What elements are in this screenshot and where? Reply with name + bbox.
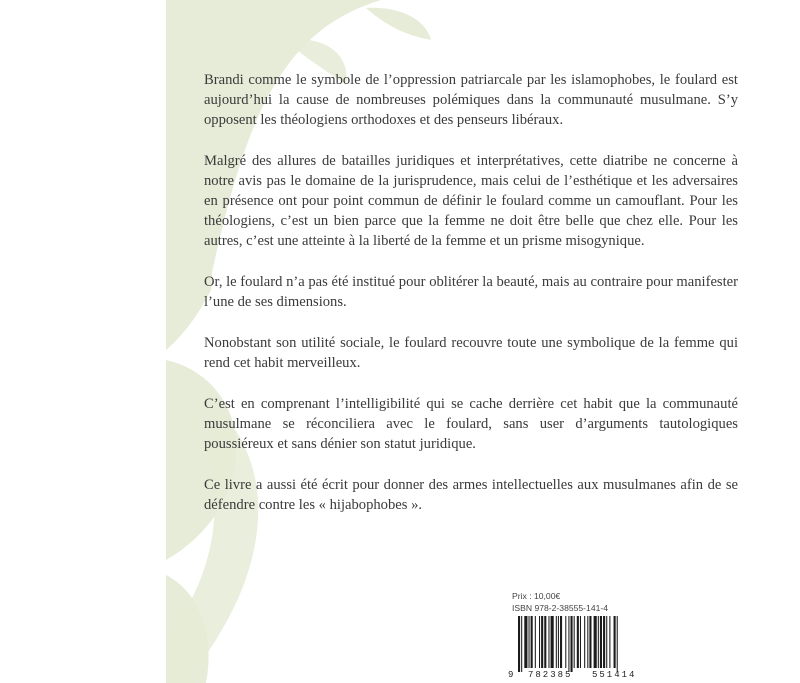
barcode-bar [580,616,581,668]
barcode-bar [609,616,610,668]
barcode-bar [568,616,569,672]
barcode-bar [594,616,597,668]
barcode-bar [574,616,575,668]
barcode-bar [614,616,616,668]
barcode-bar [606,616,607,668]
barcode-bar [521,616,522,672]
barcode-right-group: 551414 [592,670,637,680]
barcode-bar [556,616,557,668]
barcode-bar [571,616,573,672]
barcode-bar [544,616,546,668]
barcode-bar [589,616,591,668]
blurb-paragraph: Or, le foulard n’a pas été institué pour oblitérer la beauté, mais au contraire pour manifester l’une de ses dimensions. [204,274,738,310]
barcode-bar [539,616,540,668]
barcode-bar [565,616,566,668]
blurb-paragraph: Ce livre a aussi été écrit pour donner des armes intellectuelles aux musulmanes afin de se défendre contre les « hijabophobes ». [204,477,738,513]
barcode-bar [529,616,530,668]
barcode-bar [600,616,602,668]
barcode-bar [518,616,520,672]
blurb-paragraph: Brandi comme le symbole de l’oppression patriarcale par les islamophobes, le foulard est aujourd’hui la cause de nombreuses polémiques dans la communauté musulmane. S’y opposent les théologiens orthodoxes et des penseurs libéraux. [204,72,738,128]
barcode-bar [598,616,599,668]
barcode-bar [617,616,618,672]
price-isbn-block [512,590,672,614]
barcode-bar [541,616,543,668]
barcode-bars [508,616,658,672]
price-label: Prix : 10,00€ [512,591,561,601]
barcode-bar [584,616,585,668]
blurb-paragraph: C’est en comprenant l’intelligibilité qui se cache derrière cet habit que la communauté musulmane se réconciliera avec le foulard, sans user d’arguments tautologiques poussiéreux et sans dénier son statut juridique. [204,396,738,452]
book-back-cover [166,0,750,683]
barcode-bar [603,616,605,668]
barcode-bar [524,616,527,668]
barcode-bar [551,616,554,668]
barcode-bar [531,616,533,668]
barcode-left-group: 782385 [528,670,573,680]
barcode-lead-digit: 9 [508,670,514,680]
barcode-bar [560,616,562,668]
barcode-bar [558,616,559,668]
isbn-barcode [508,616,658,683]
barcode-bar [548,616,549,668]
blurb-paragraph: Nonobstant son utilité sociale, le foulard recouvre toute une symbolique de la femme qui rend cet habit merveilleux. [204,335,738,371]
barcode-bar [587,616,588,668]
blurb-paragraph: Malgré des allures de batailles juridiques et interprétatives, cette diatribe ne concerne à notre avis pas le domaine de la jurisprudence, mais celui de l’esthétique et les adversaires en présence ont pour point commun de définir le foulard comme un camouflant. Pour les théologiens, c’est un bien parce que la femme ne doit être belle que chez elle. Pour les autres, c’est une atteinte à la liberté de la femme et un prisme misogynique. [204,153,738,249]
back-cover-blurb [204,70,738,536]
isbn-label: ISBN 978-2-38555-141-4 [512,603,609,613]
barcode-bar [577,616,579,668]
barcode-bar [535,616,536,668]
